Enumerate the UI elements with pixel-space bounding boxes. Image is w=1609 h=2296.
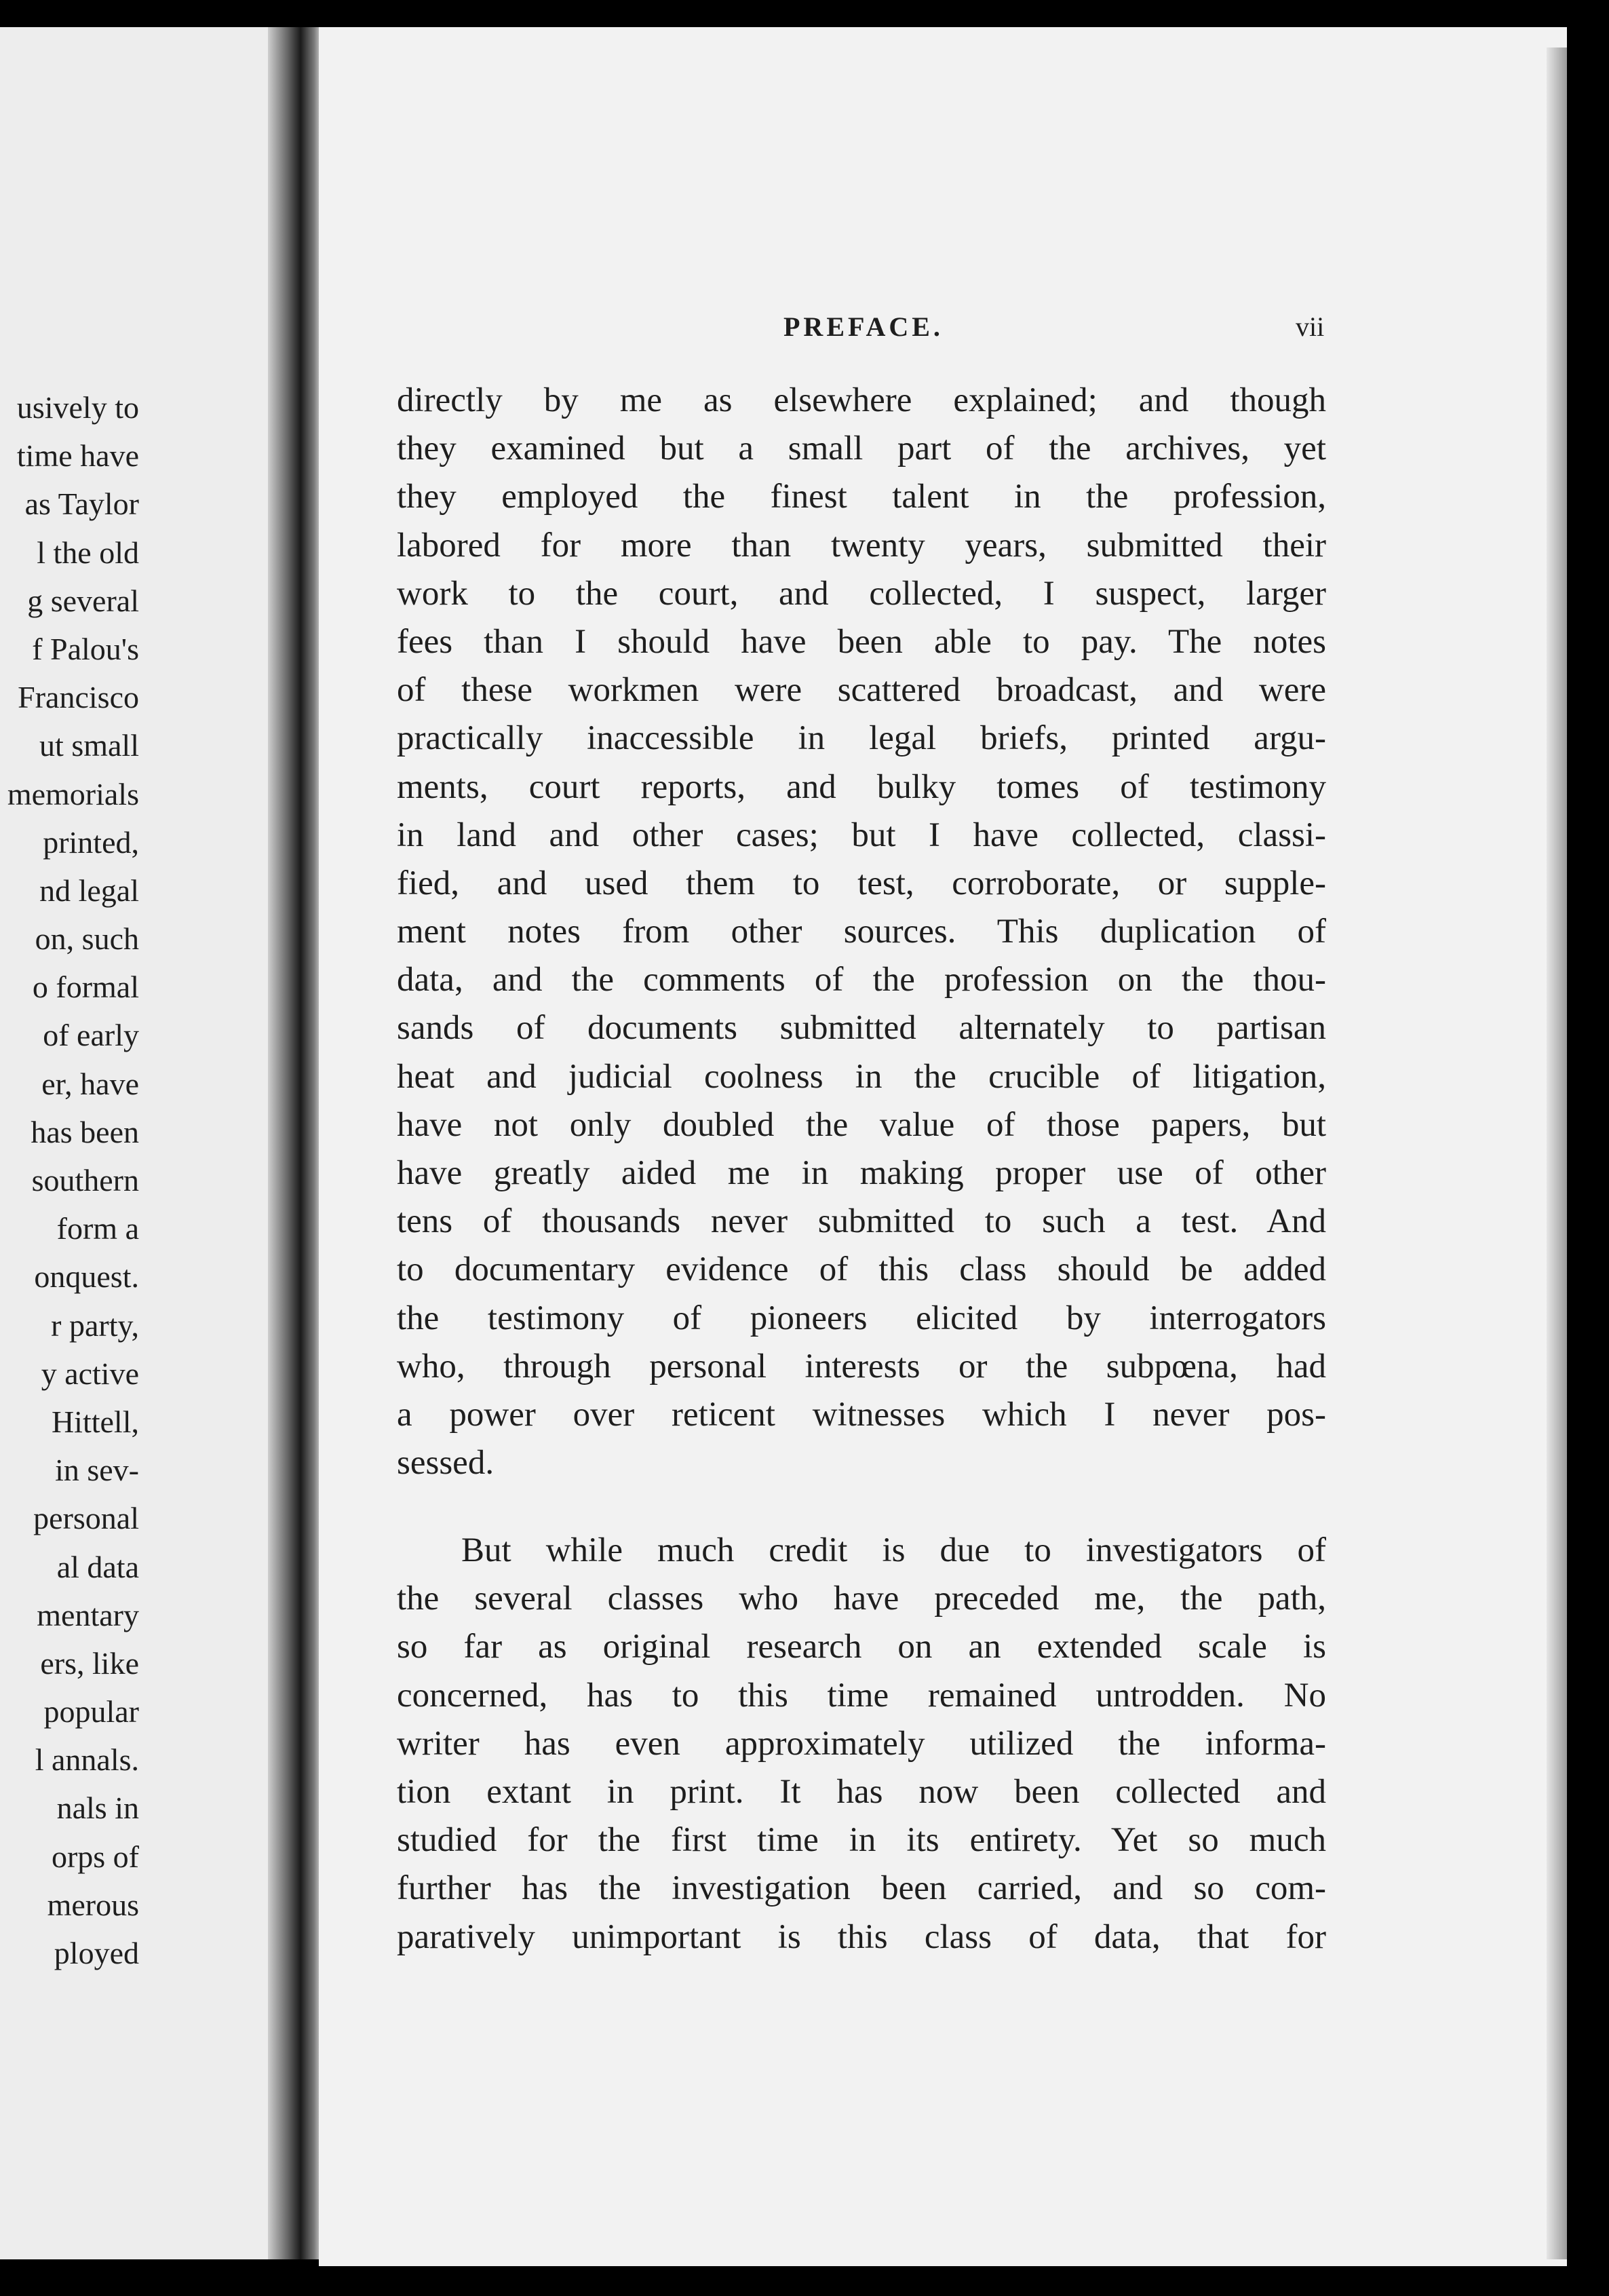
text-line: sessed. <box>397 1444 495 1482</box>
right-page <box>319 27 1567 2266</box>
left-page-line: personal <box>33 1501 139 1536</box>
left-page-line: southern <box>31 1163 139 1198</box>
text-line: so far as original research on an extended scale is <box>397 1628 1326 1666</box>
text-line: ments, court reports, and bulky tomes of testimony <box>397 767 1326 806</box>
left-page-line: form a <box>56 1211 139 1246</box>
text-line: further has the investigation been carried, and so com- <box>397 1869 1326 1908</box>
left-page-line: o formal <box>32 970 139 1005</box>
left-page-line: of early <box>43 1018 139 1053</box>
left-page-line: ployed <box>54 1936 139 1970</box>
text-line: ment notes from other sources. This duplication of <box>397 913 1326 951</box>
left-facing-page <box>0 27 275 2259</box>
text-line: who, through personal interests or the subpœna, had <box>397 1347 1326 1385</box>
book-gutter <box>268 27 322 2259</box>
left-page-line: onquest. <box>34 1259 139 1295</box>
left-page-line: ut small <box>39 728 139 763</box>
text-line: heat and judicial coolness in the crucible of litigation, <box>397 1057 1326 1096</box>
text-line: But while much credit is due to investigators of <box>461 1531 1326 1569</box>
left-page-line: orps of <box>51 1839 139 1874</box>
text-line: paratively unimportant is this class of data, that for <box>397 1917 1326 1956</box>
text-line: data, and the comments of the profession on the thou- <box>397 961 1326 999</box>
text-line: work to the court, and collected, I suspect, larger <box>397 574 1326 613</box>
left-page-line: g several <box>27 583 139 618</box>
text-line: concerned, has to this time remained untrodden. No <box>397 1676 1326 1715</box>
left-page-line: l annals. <box>35 1742 139 1778</box>
text-line: writer has even approximately utilized the informa- <box>397 1724 1326 1763</box>
left-page-text <box>0 383 139 1977</box>
left-page-line: as Taylor <box>24 486 139 522</box>
page-number: vii <box>1296 311 1325 342</box>
text-line: have not only doubled the value of those papers, but <box>397 1105 1326 1144</box>
text-line: fied, and used them to test, corroborate, or supple- <box>397 864 1326 902</box>
left-page-line: usively to <box>16 390 139 425</box>
text-line: sands of documents submitted alternately to partisan <box>397 1009 1326 1048</box>
text-line: a power over reticent witnesses which I never pos- <box>397 1395 1326 1434</box>
page-edge-shadow <box>1547 47 1567 2259</box>
left-page-line: y active <box>41 1356 139 1391</box>
text-line: the testimony of pioneers elicited by interrogators <box>397 1299 1326 1337</box>
left-page-line: mentary <box>37 1597 139 1632</box>
left-page-line: ers, like <box>40 1645 139 1681</box>
text-line: studied for the first time in its entirety. Yet so much <box>397 1821 1326 1860</box>
text-line: the several classes who have preceded me, the path, <box>397 1580 1326 1618</box>
text-line: they employed the finest talent in the profession, <box>397 478 1326 516</box>
left-page-line: Francisco <box>18 680 139 715</box>
left-page-line: printed, <box>43 824 139 860</box>
text-line: tion extant in print. It has now been collected and <box>397 1772 1326 1811</box>
text-line: they examined but a small part of the archives, yet <box>397 429 1326 468</box>
left-page-line: has been <box>31 1114 139 1149</box>
left-page-line: nals in <box>56 1791 139 1826</box>
left-page-line: er, have <box>41 1066 139 1101</box>
text-line: practically inaccessible in legal briefs, printed argu- <box>397 719 1326 758</box>
paragraph-1 <box>397 377 1326 1487</box>
text-line: directly by me as elsewhere explained; and though <box>397 381 1326 419</box>
left-page-line: merous <box>47 1887 139 1922</box>
page-header <box>319 311 1567 351</box>
left-page-line: time have <box>16 438 139 474</box>
left-page-line: al data <box>56 1549 139 1584</box>
text-line: tens of thousands never submitted to such a test. And <box>397 1202 1326 1241</box>
running-head: PREFACE. <box>783 311 944 342</box>
text-line: of these workmen were scattered broadcast, and were <box>397 671 1326 710</box>
paragraph-2 <box>397 1527 1326 1962</box>
left-page-line: Hittell, <box>51 1404 139 1439</box>
text-line: labored for more than twenty years, submitted their <box>397 526 1326 565</box>
left-page-line: nd legal <box>39 873 139 908</box>
left-page-line: on, such <box>35 921 139 957</box>
left-page-line: l the old <box>37 535 139 570</box>
left-page-line: in sev- <box>55 1453 139 1488</box>
text-line: in land and other cases; but I have collected, classi- <box>397 816 1326 854</box>
text-line: fees than I should have been able to pay. The notes <box>397 622 1326 661</box>
text-line: to documentary evidence of this class should be added <box>397 1250 1326 1289</box>
left-page-line: popular <box>43 1694 139 1729</box>
left-page-line: f Palou's <box>32 631 139 666</box>
left-page-line: memorials <box>7 776 139 811</box>
left-page-line: r party, <box>51 1307 139 1343</box>
text-line: have greatly aided me in making proper use of other <box>397 1154 1326 1192</box>
